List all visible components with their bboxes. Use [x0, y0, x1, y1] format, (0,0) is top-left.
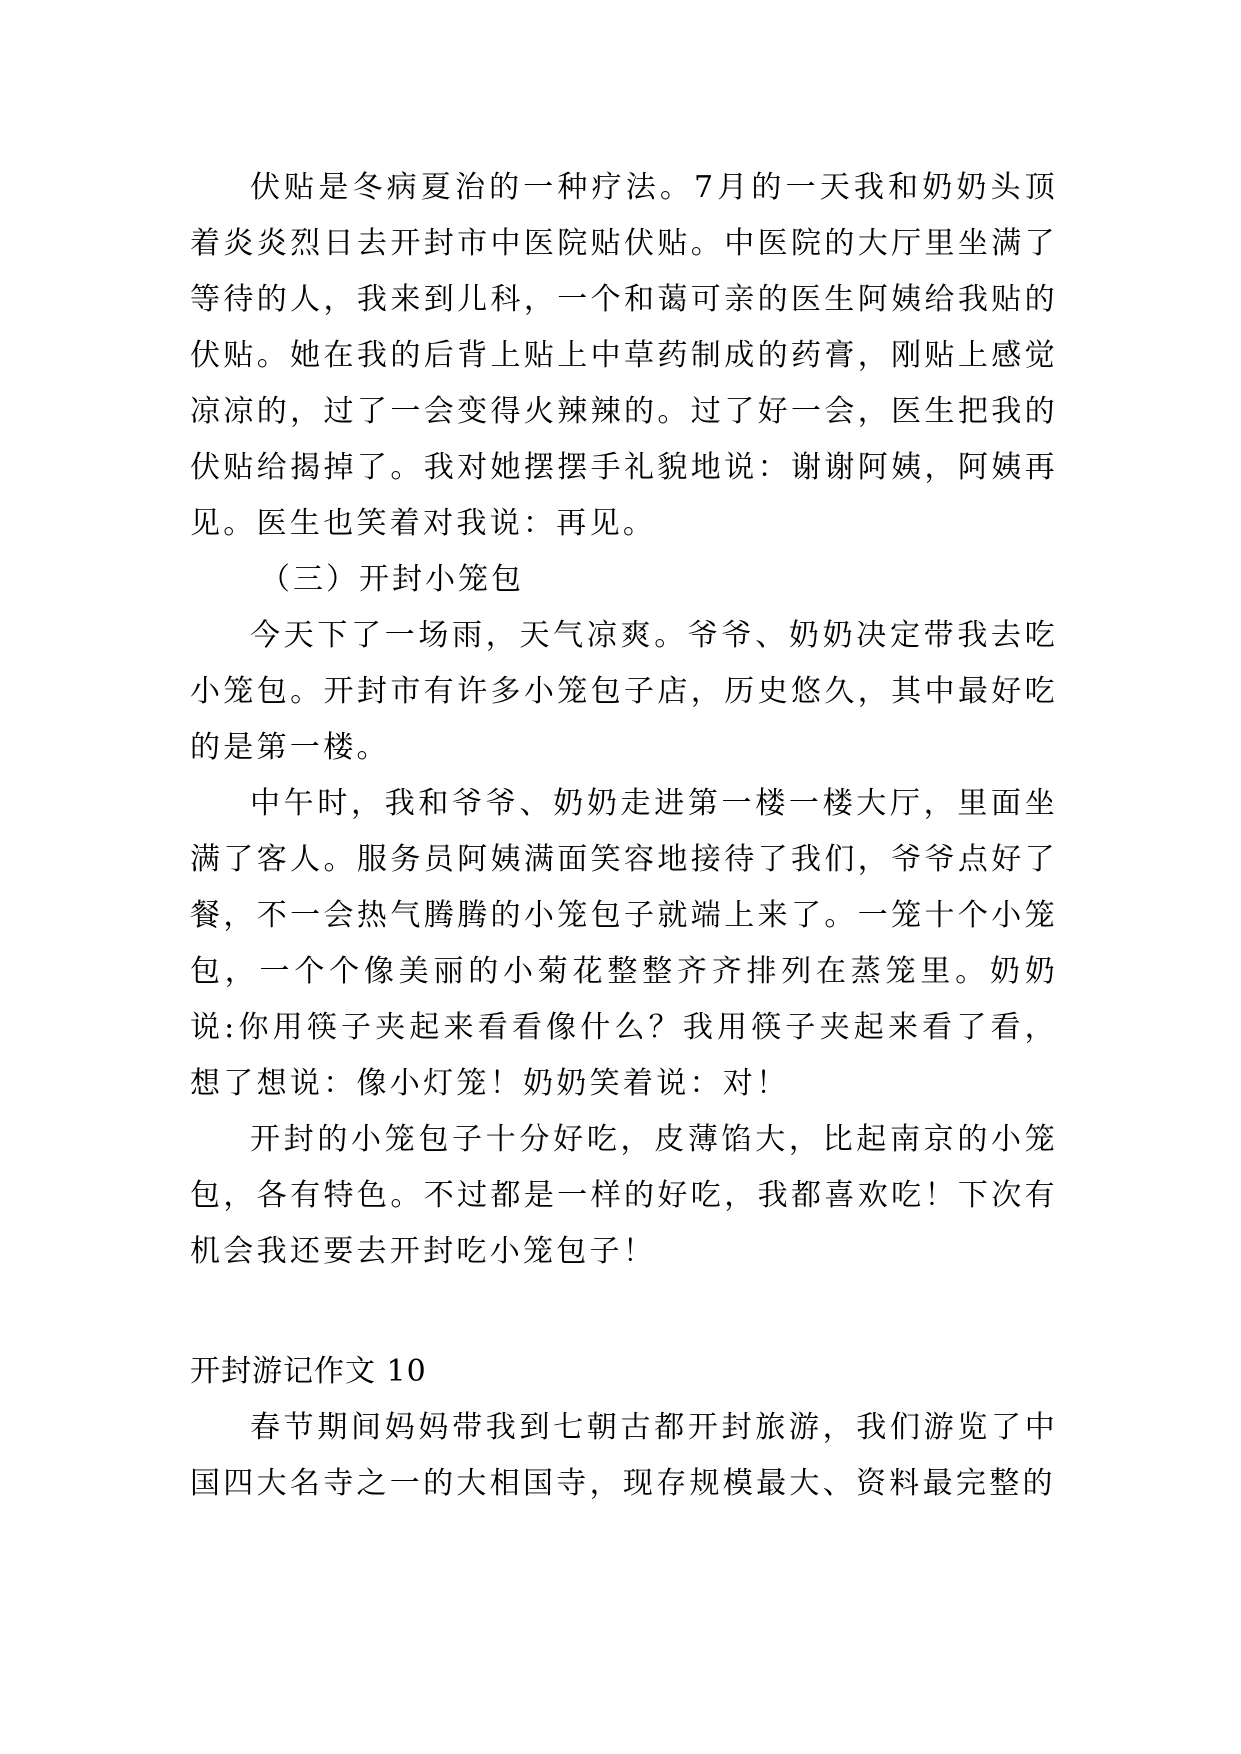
section-heading: 开封游记作文 10: [190, 1354, 427, 1389]
subheading-xiaolongbao: （三）开封小笼包: [260, 562, 524, 597]
paragraph-delicious: 开封的小笼包子十分好吃，皮薄馅大，比起南京的小笼包，各有特色。不过都是一样的好吃，我都喜欢吃！下次有机会我还要去开封吃小笼包子！: [190, 1122, 1058, 1269]
paragraph-noon-restaurant: 中午时，我和爷爷、奶奶走进第一楼一楼大厅，里面坐满了客人。服务员阿姨满面笑容地接待了我们，爷爷点好了餐，不一会热气腾腾的小笼包子就端上来了。一笼十个小笼包，一个个像美丽的小菊花整整齐齐排列在蒸笼里。奶奶说:你用筷子夹起来看看像什么？我用筷子夹起来看了看，想了想说：像小灯笼！奶奶笑着说：对！: [190, 786, 1058, 1101]
document-body: [190, 160, 1058, 1512]
paragraph-futie: 伏贴是冬病夏治的一种疗法。7月的一天我和奶奶头顶着炎炎烈日去开封市中医院贴伏贴。中医院的大厅里坐满了等待的人，我来到儿科，一个和蔼可亲的医生阿姨给我贴的伏贴。她在我的后背上贴上中草药制成的药膏，刚贴上感觉凉凉的，过了一会变得火辣辣的。过了好一会，医生把我的伏贴给揭掉了。我对她摆摆手礼貌地说：谢谢阿姨，阿姨再见。医生也笑着对我说：再见。: [190, 170, 1058, 541]
paragraph-spring-festival: 春节期间妈妈带我到七朝古都开封旅游，我们游览了中国四大名寺之一的大相国寺，现存规模最大、资料最完整的: [190, 1410, 1058, 1501]
paragraph-rainy-day: 今天下了一场雨，天气凉爽。爷爷、奶奶决定带我去吃小笼包。开封市有许多小笼包子店，历史悠久，其中最好吃的是第一楼。: [190, 618, 1058, 765]
